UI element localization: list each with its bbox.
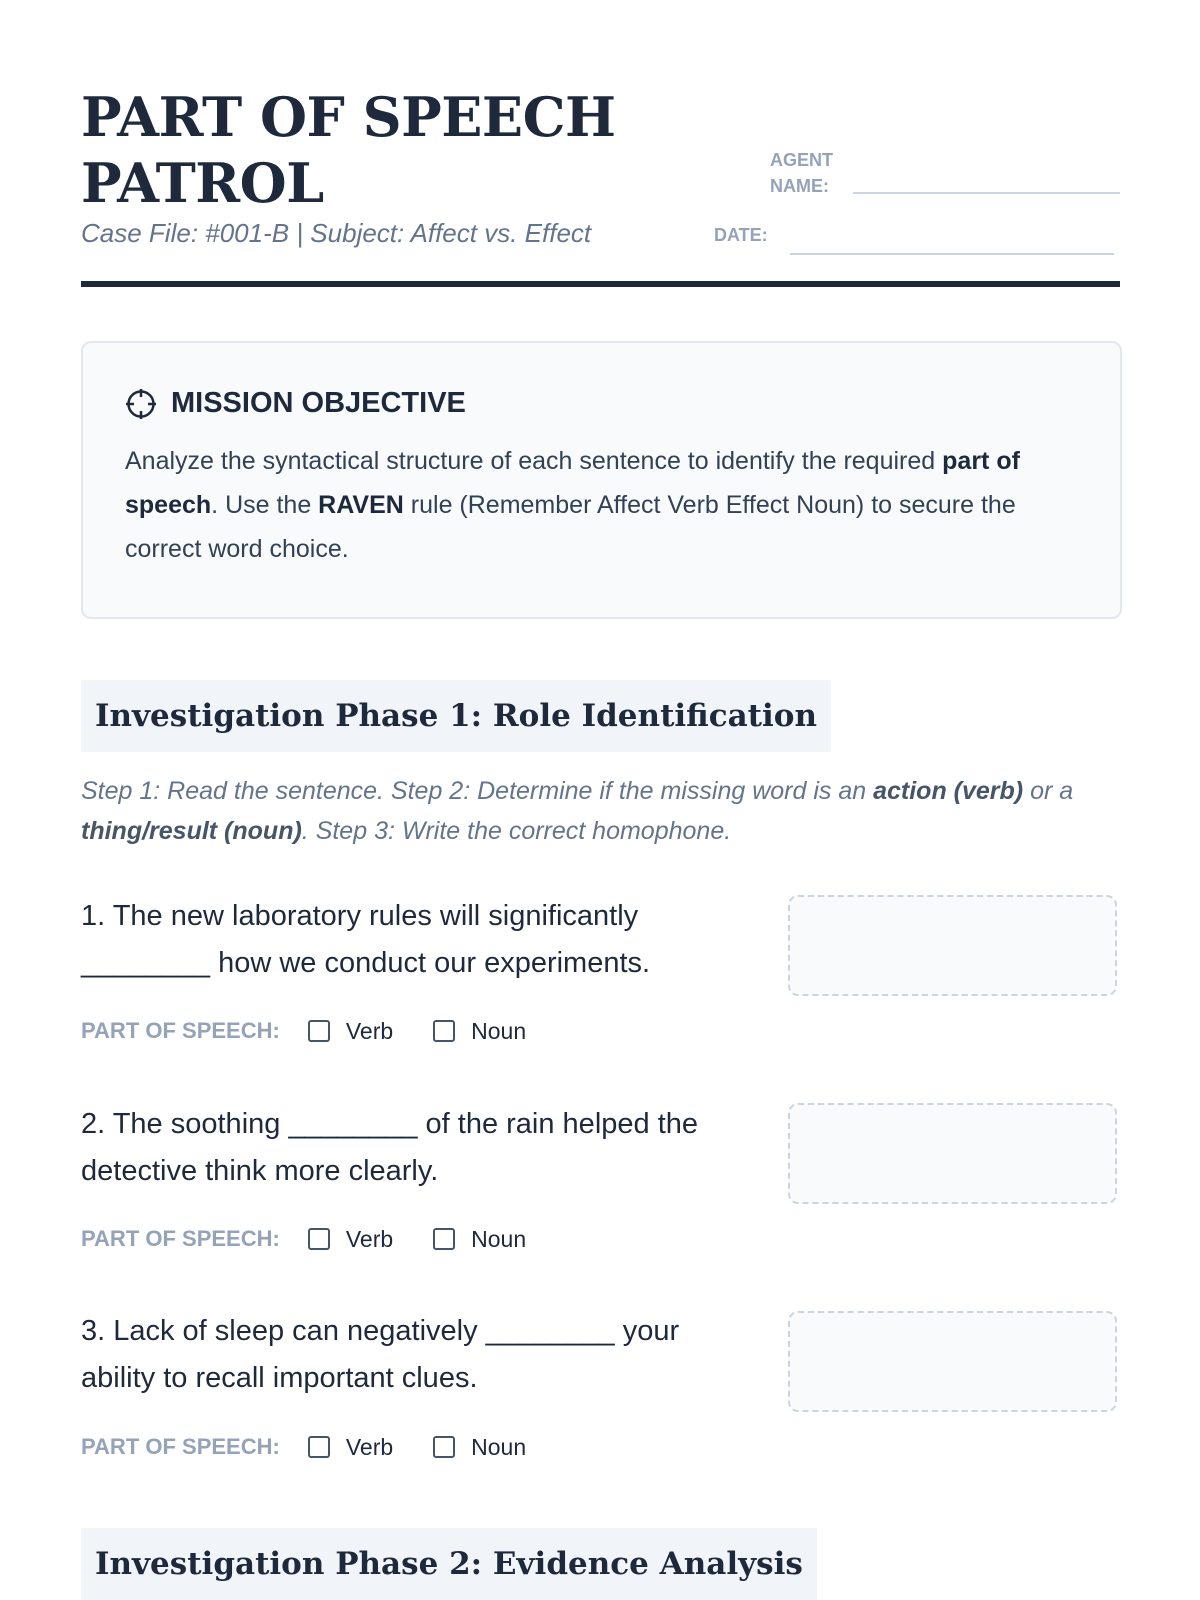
mission-bold-1: part of speech [125,447,1020,519]
date-field[interactable] [790,253,1114,255]
question-1-answer-box[interactable] [788,895,1117,996]
question-3-verb-option[interactable] [308,1434,393,1461]
pos-label: PART OF SPEECH: [81,1018,280,1043]
verb-checkbox[interactable] [308,1436,330,1458]
agent-label-line-2: NAME: [770,176,829,196]
noun-label: Noun [471,1017,527,1044]
question-2-noun-option[interactable] [433,1226,526,1253]
question-2-text: 2. The soothing ________ of the rain helped the detective think more clearly. [81,1108,699,1187]
mission-text-2: . Use the [211,491,319,519]
mission-bold-2: RAVEN [318,491,404,519]
agent-name-label [770,147,833,199]
title-line-2: PATROL [81,151,324,215]
noun-label: Noun [471,1225,527,1252]
mission-text-1: Analyze the syntactical structure of each sentence to identify the required [125,447,943,475]
noun-checkbox[interactable] [433,1436,455,1458]
agent-label-line-1: AGENT [770,150,833,170]
verb-label: Verb [345,1225,394,1252]
question-3-noun-option[interactable] [433,1434,526,1461]
mission-text-3: rule (Remember Affect Verb Effect Noun) to secure the correct word choice. [125,491,1016,563]
instr-bold-1: action (verb) [873,777,1024,805]
question-3-part-of-speech [81,1432,566,1462]
agent-name-field[interactable] [853,192,1120,194]
verb-label: Verb [345,1017,394,1044]
title-line-1: PART OF SPEECH [81,85,616,149]
pos-label: PART OF SPEECH: [81,1434,280,1459]
verb-checkbox[interactable] [308,1020,330,1042]
phase-2-heading: Investigation Phase 2: Evidence Analysis [81,1528,817,1600]
date-label: DATE: [714,225,768,245]
question-2-answer-box[interactable] [788,1103,1117,1204]
phase-1-heading: Investigation Phase 1: Role Identification [81,680,831,752]
question-3-answer-box[interactable] [788,1311,1117,1412]
verb-checkbox[interactable] [308,1228,330,1250]
noun-checkbox[interactable] [433,1020,455,1042]
question-1-noun-option[interactable] [433,1018,526,1045]
mission-heading-text: MISSION OBJECTIVE [171,387,466,419]
case-file-subtitle: Case File: #001-B | Subject: Affect vs. Effect [81,218,592,248]
mission-heading [125,387,466,420]
noun-label: Noun [471,1433,527,1460]
phase-1-instructions [81,771,1121,851]
question-1-verb-option[interactable] [308,1018,393,1045]
noun-checkbox[interactable] [433,1228,455,1250]
instr-text-2: or a [1023,777,1074,805]
verb-label: Verb [345,1433,394,1460]
question-3-text: 3. Lack of sleep can negatively ________ your ability to recall important clues. [81,1315,680,1394]
question-2-verb-option[interactable] [308,1226,393,1253]
mission-objective-box [81,341,1122,619]
page-title [81,84,641,216]
header-divider [81,281,1120,287]
pos-label: PART OF SPEECH: [81,1226,280,1251]
instr-text-3: . Step 3: Write the correct homophone. [301,817,732,845]
question-1-part-of-speech [81,1016,566,1046]
mission-description [125,439,1085,571]
crosshair-icon [125,388,157,420]
instr-text-1: Step 1: Read the sentence. Step 2: Determine if the missing word is an [81,777,874,805]
question-2-part-of-speech [81,1224,566,1254]
question-1-text: 1. The new laboratory rules will significantly ________ how we conduct our experiments. [81,900,651,979]
instr-bold-2: thing/result (noun) [81,817,302,845]
